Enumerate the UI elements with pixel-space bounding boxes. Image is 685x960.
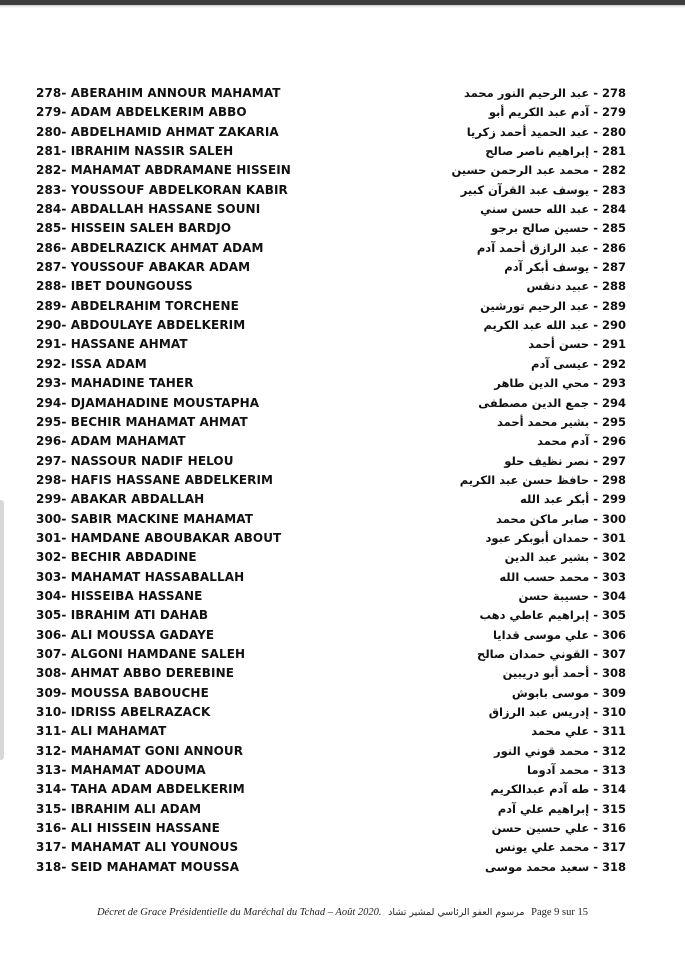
entry-name-arabic: 289 - عبد الرحيم تورشين: [480, 298, 626, 313]
entry-name-arabic: 296 - آدم محمد: [537, 434, 626, 449]
scrollbar-handle[interactable]: [0, 500, 4, 760]
entry-name-arabic: 293 - محي الدين طاهر: [494, 376, 626, 391]
list-item: [36, 703, 626, 722]
entry-name-arabic: 299 - أبكر عبد الله: [519, 492, 626, 507]
list-item: [36, 374, 626, 393]
entry-name-arabic: 314 - طه آدم عبدالكريم: [490, 782, 626, 797]
list-item: [36, 181, 626, 200]
list-item: [36, 548, 626, 567]
entry-name-latin: 310- IDRISS ABELRAZACK: [36, 705, 211, 719]
list-item: [36, 161, 626, 180]
entry-name-arabic: 317 - محمد علي يونس: [495, 840, 626, 855]
list-item: [36, 858, 626, 877]
entry-name-arabic: 312 - محمد قوني النور: [493, 743, 626, 758]
list-item: [36, 355, 626, 374]
list-item: [36, 239, 626, 258]
entry-name-arabic: 303 - محمد حسب الله: [499, 569, 626, 584]
list-item: [36, 335, 626, 354]
entry-name-arabic: 284 - عبد الله حسن سني: [480, 202, 626, 217]
entry-name-latin: 282- MAHAMAT ABDRAMANE HISSEIN: [36, 163, 291, 178]
list-item: [36, 471, 626, 490]
entry-name-latin: 316- ALI HISSEIN HASSANE: [36, 821, 220, 836]
entry-name-arabic: 302 - بشير عبد الدين: [504, 550, 626, 565]
entry-name-latin: 304- HISSEIBA HASSANE: [36, 588, 203, 603]
entry-name-arabic: 305 - إبراهيم عاطي دهب: [479, 608, 626, 623]
entry-name-latin: 279- ADAM ABDELKERIM ABBO: [36, 105, 247, 120]
entry-name-latin: 301- HAMDANE ABOUBAKAR ABOUT: [36, 530, 282, 545]
entry-name-latin: 288- IBET DOUNGOUSS: [36, 279, 193, 294]
list-item: [36, 664, 626, 683]
entry-name-arabic: 294 - جمع الدين مصطفى: [478, 395, 626, 410]
entry-name-arabic: 301 - حمدان أبوبكر عبود: [485, 530, 626, 545]
entry-name-latin: 284- ABDALLAH HASSANE SOUNI: [36, 202, 261, 217]
list-item: [36, 142, 626, 161]
list-item: [36, 606, 626, 625]
entry-name-latin: 303- MAHAMAT HASSABALLAH: [36, 569, 245, 584]
entry-name-arabic: 311 - علي محمد: [531, 724, 626, 739]
list-item: [36, 529, 626, 548]
entry-name-arabic: 315 - إبراهيم علي آدم: [497, 801, 626, 816]
list-item: [36, 819, 626, 838]
entry-name-latin: 296- ADAM MAHAMAT: [36, 434, 186, 449]
entry-name-arabic: 287 - يوسف أبكر آدم: [504, 260, 626, 275]
entry-name-latin: 307- ALGONI HAMDANE SALEH: [36, 646, 246, 661]
entry-name-latin: 278- ABERAHIM ANNOUR MAHAMAT: [36, 86, 281, 100]
entry-name-arabic: 307 - القوني حمدان صالح: [477, 646, 626, 661]
entry-name-latin: 290- ABDOULAYE ABDELKERIM: [36, 318, 246, 333]
footer-decree-title-arabic: مرسوم العفو الرئاسي لمشير تشاد: [388, 907, 525, 918]
entry-name-latin: 291- HASSANE AHMAT: [36, 337, 188, 352]
entry-name-arabic: 290 - عبد الله عبد الكريم: [483, 318, 626, 333]
entry-name-arabic: 304 - حسيبة حسن: [518, 588, 626, 603]
entry-name-latin: 293- MAHADINE TAHER: [36, 376, 194, 391]
list-item: [36, 432, 626, 451]
footer-decree-title: Décret de Grace Présidentielle du Maréchal du Tchad – Août 2020.: [96, 907, 382, 918]
entry-name-arabic: 279 - آدم عبد الكريم أبو: [488, 105, 626, 120]
entry-name-arabic: 291 - حسن أحمد: [528, 337, 626, 352]
page-footer: [0, 907, 685, 918]
entry-name-latin: 308- AHMAT ABBO DEREBINE: [36, 666, 235, 681]
list-item: [36, 510, 626, 529]
page-number: Page 9 sur 15: [531, 907, 589, 918]
entry-name-arabic: 295 - بشير محمد أحمد: [496, 414, 626, 429]
entry-name-latin: 295- BECHIR MAHAMAT AHMAT: [36, 414, 248, 429]
entry-name-arabic: 310 - إدريس عبد الرزاق: [488, 705, 626, 719]
entry-name-latin: 280- ABDELHAMID AHMAT ZAKARIA: [36, 124, 279, 139]
entry-name-arabic: 286 - عبد الرازق أحمد آدم: [476, 240, 626, 255]
entry-name-latin: 285- HISSEIN SALEH BARDJO: [36, 221, 232, 236]
entry-name-arabic: 300 - صابر ماكن محمد: [496, 511, 626, 526]
entry-name-latin: 311- ALI MAHAMAT: [36, 724, 167, 739]
entry-name-arabic: 298 - حافظ حسن عبد الكريم: [459, 472, 626, 487]
entry-name-latin: 292- ISSA ADAM: [36, 356, 147, 371]
entry-name-latin: 294- DJAMAHADINE MOUSTAPHA: [36, 395, 260, 410]
entry-name-arabic: 313 - محمد آدوما: [527, 763, 626, 778]
list-item: [36, 568, 626, 587]
list-item: [36, 626, 626, 645]
entry-name-latin: 317- MAHAMAT ALI YOUNOUS: [36, 840, 239, 855]
list-item: [36, 123, 626, 142]
entry-name-latin: 313- MAHAMAT ADOUMA: [36, 763, 206, 778]
entry-name-arabic: 280 - عبد الحميد أحمد زكريا: [466, 124, 626, 139]
entry-name-arabic: 316 - علي حسين حسن: [491, 821, 626, 836]
entry-name-arabic: 292 - عيسى آدم: [531, 356, 626, 371]
list-item: [36, 84, 626, 103]
list-item: [36, 394, 626, 413]
list-item: [36, 490, 626, 509]
list-item: [36, 200, 626, 219]
list-item: [36, 761, 626, 780]
list-item: [36, 277, 626, 296]
entry-name-latin: 306- ALI MOUSSA GADAYE: [36, 627, 215, 642]
entry-name-latin: 305- IBRAHIM ATI DAHAB: [36, 608, 209, 623]
entry-name-latin: 289- ABDELRAHIM TORCHENE: [36, 298, 239, 313]
name-list: [36, 84, 626, 877]
entry-name-latin: 286- ABDELRAZICK AHMAT ADAM: [36, 240, 264, 255]
entry-name-latin: 287- YOUSSOUF ABAKAR ADAM: [36, 260, 251, 275]
list-item: [36, 103, 626, 122]
entry-name-latin: 297- NASSOUR NADIF HELOU: [36, 453, 234, 468]
entry-name-latin: 312- MAHAMAT GONI ANNOUR: [36, 743, 244, 758]
entry-name-arabic: 306 - علي موسى قدايا: [492, 627, 626, 642]
entry-name-latin: 315- IBRAHIM ALI ADAM: [36, 801, 202, 816]
list-item: [36, 722, 626, 741]
list-item: [36, 780, 626, 799]
list-item: [36, 800, 626, 819]
entry-name-latin: 302- BECHIR ABDADINE: [36, 550, 197, 565]
entry-name-arabic: 308 - أحمد أبو دريبين: [502, 666, 626, 681]
entry-name-arabic: 288 - عبيد دنقس: [526, 279, 626, 294]
entry-name-arabic: 278 - عبد الرحيم النور محمد: [464, 86, 626, 100]
list-item: [36, 297, 626, 316]
entry-name-latin: 299- ABAKAR ABDALLAH: [36, 492, 205, 507]
entry-name-latin: 300- SABIR MACKINE MAHAMAT: [36, 511, 254, 526]
entry-name-arabic: 297 - نصر نظيف حلو: [504, 453, 626, 468]
entry-name-arabic: 285 - حسين صالح برجو: [491, 221, 626, 236]
entry-name-arabic: 283 - يوسف عبد القرآن كبير: [460, 182, 626, 197]
list-item: [36, 258, 626, 277]
entry-name-latin: 298- HAFIS HASSANE ABDELKERIM: [36, 472, 274, 487]
list-item: [36, 452, 626, 471]
list-item: [36, 645, 626, 664]
list-item: [36, 587, 626, 606]
list-item: [36, 219, 626, 238]
entry-name-latin: 283- YOUSSOUF ABDELKORAN KABIR: [36, 182, 288, 197]
list-item: [36, 684, 626, 703]
entry-name-arabic: 282 - محمد عبد الرحمن حسين: [451, 163, 626, 178]
list-item: [36, 316, 626, 335]
entry-name-arabic: 309 - موسى بابوش: [511, 685, 626, 700]
entry-name-latin: 309- MOUSSA BABOUCHE: [36, 685, 209, 700]
list-item: [36, 413, 626, 432]
list-item: [36, 838, 626, 857]
list-item: [36, 742, 626, 761]
entry-name-arabic: 281 - إبراهيم ناصر صالح: [485, 144, 626, 159]
entry-name-latin: 318- SEID MAHAMAT MOUSSA: [36, 859, 240, 874]
entry-name-latin: 281- IBRAHIM NASSIR SALEH: [36, 144, 234, 159]
entry-name-arabic: 318 - سعيد محمد موسى: [485, 859, 626, 874]
entry-name-latin: 314- TAHA ADAM ABDELKERIM: [36, 782, 245, 797]
